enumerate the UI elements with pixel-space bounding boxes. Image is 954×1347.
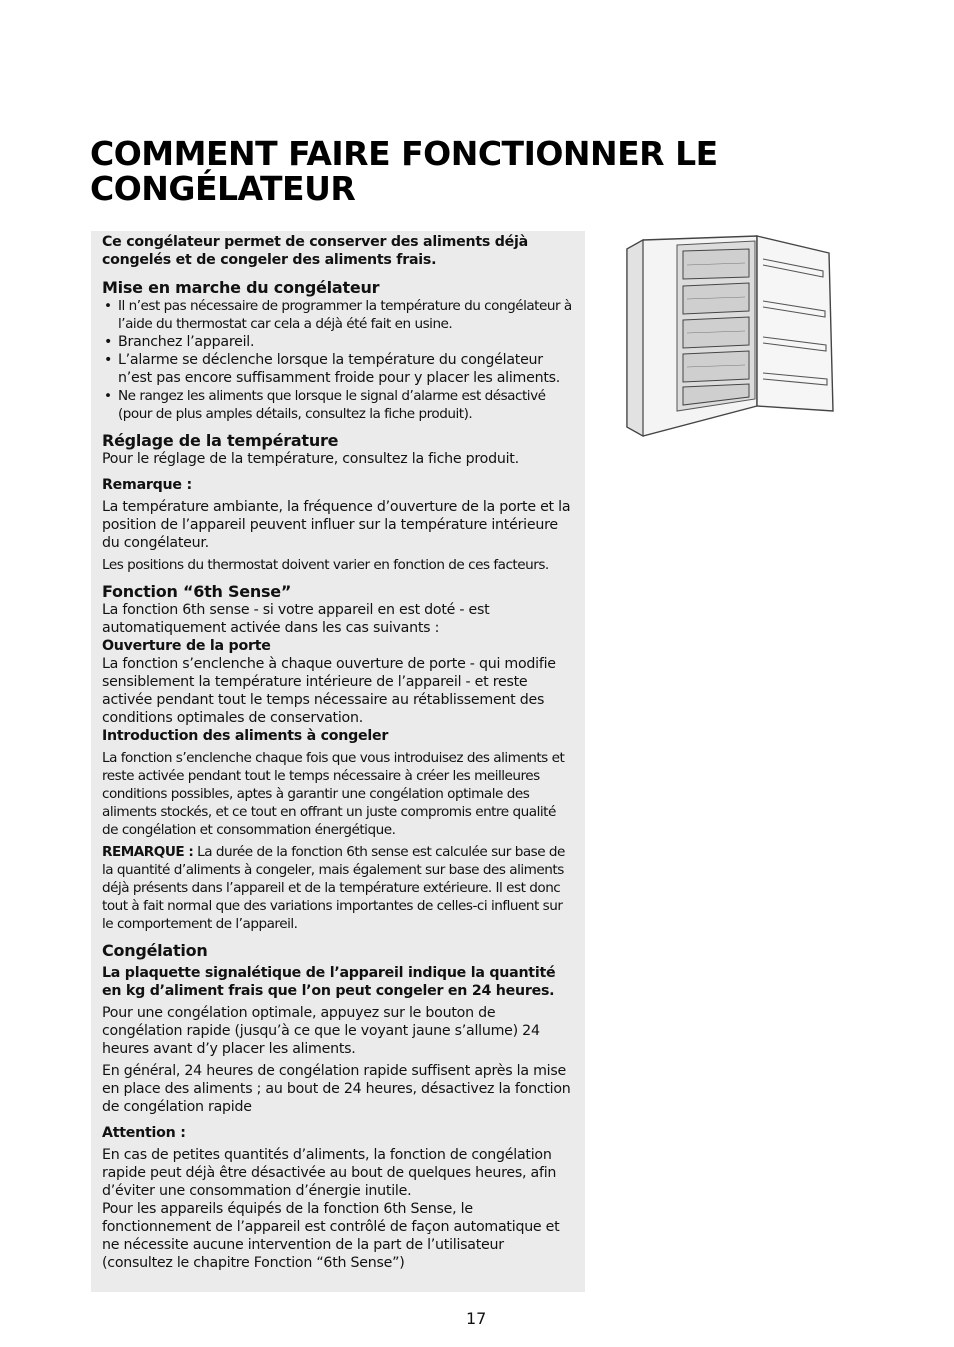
note-text: La durée de la fonction 6th sense est calculée sur base de la quantité d’aliments à congeler, mais également sur base des aliments déjà présents dans l’appareil et de la température extérieure. Il est donc tout à fait normal que des variations importantes de celles-ci influent sur le comportement de l’appareil. <box>102 844 565 932</box>
page-number: 17 <box>466 1309 487 1328</box>
congelation-paragraph: En cas de petites quantités d’aliments, la fonction de congélation rapide peut déjà être désactivée au bout de quelques heures, afin d’éviter une consommation d’énergie inutile. <box>102 1147 557 1199</box>
door-subheading: Ouverture de la porte <box>102 638 271 654</box>
content-panel <box>91 231 585 1292</box>
reglage-text: Pour le réglage de la température, consultez la fiche produit. <box>102 451 519 467</box>
congelation-paragraph: Pour les appareils équipés de la fonction 6th Sense, le fonctionnement de l’appareil est contrôlé de façon automatique et ne nécessite aucune intervention de la part de l’utilisateur (consultez le chapitre Fonction “6th Sense”) <box>102 1201 560 1271</box>
congelation-bold-text: La plaquette signalétique de l’appareil indique la quantité en kg d’aliment frais que l’on peut congeler en 24 heures. <box>102 965 556 999</box>
list-item: • Branchez l’appareil. <box>102 333 575 351</box>
congelation-paragraph: Pour une congélation optimale, appuyez sur le bouton de congélation rapide (jusqu’à ce que le voyant jaune s’allume) 24 heures avant d’y placer les aliments. <box>102 1005 540 1057</box>
door-text: La fonction s’enclenche à chaque ouverture de porte - qui modifie sensiblement la température intérieure de l’appareil - et reste activée pendant tout le temps nécessaire au rétablissement des conditions optimales de conservation. <box>102 656 556 726</box>
heading-6th-sense: Fonction “6th Sense” <box>102 582 292 601</box>
list-item: • Ne rangez les aliments que lorsque le signal d’alarme est désactivé (pour de plus amples détails, consultez la fiche produit). <box>102 387 575 423</box>
remark-label: Remarque : <box>102 477 192 493</box>
intro-text: Ce congélateur permet de conserver des aliments déjà congelés et de congeler des aliments frais. <box>102 234 528 268</box>
attention-label: Attention : <box>102 1125 186 1141</box>
list-item: • Il n’est pas nécessaire de programmer la température du congélateur à l’aide du thermostat car cela a déjà été fait en usine. <box>102 297 575 333</box>
heading-congelation: Congélation <box>102 941 208 960</box>
freezer-illustration <box>597 231 857 467</box>
heading-reglage: Réglage de la température <box>102 431 339 450</box>
remark-paragraph: Les positions du thermostat doivent varier en fonction de ces facteurs. <box>102 557 549 573</box>
sixth-sense-note <box>102 843 575 933</box>
heading-mise-en-marche: Mise en marche du congélateur <box>102 278 380 297</box>
mise-en-marche-list <box>102 297 575 423</box>
note-label: REMARQUE : <box>102 844 194 860</box>
list-item: • L’alarme se déclenche lorsque la température du congélateur n’est pas encore suffisamment froide pour y placer les aliments. <box>102 351 575 387</box>
congelation-paragraph: En général, 24 heures de congélation rapide suffisent après la mise en place des aliments ; au bout de 24 heures, désactivez la fonction de congélation rapide <box>102 1063 571 1115</box>
food-text: La fonction s’enclenche chaque fois que vous introduisez des aliments et reste activée pendant tout le temps nécessaire à créer les meilleures conditions possibles, aptes à garantir une congélation optimale des aliments stockés, et ce tout en offrant un juste compromis entre qualité de congélation et consommation énergétique. <box>102 750 565 838</box>
sixth-sense-text: La fonction 6th sense - si votre appareil en est doté - est automatiquement activée dans les cas suivants : <box>102 602 490 636</box>
remark-paragraph: La température ambiante, la fréquence d’ouverture de la porte et la position de l’appareil peuvent influer sur la température intérieure du congélateur. <box>102 499 571 551</box>
food-subheading: Introduction des aliments à congeler <box>102 728 389 744</box>
page-title: COMMENT FAIRE FONCTIONNER LE CONGÉLATEUR <box>90 134 718 208</box>
